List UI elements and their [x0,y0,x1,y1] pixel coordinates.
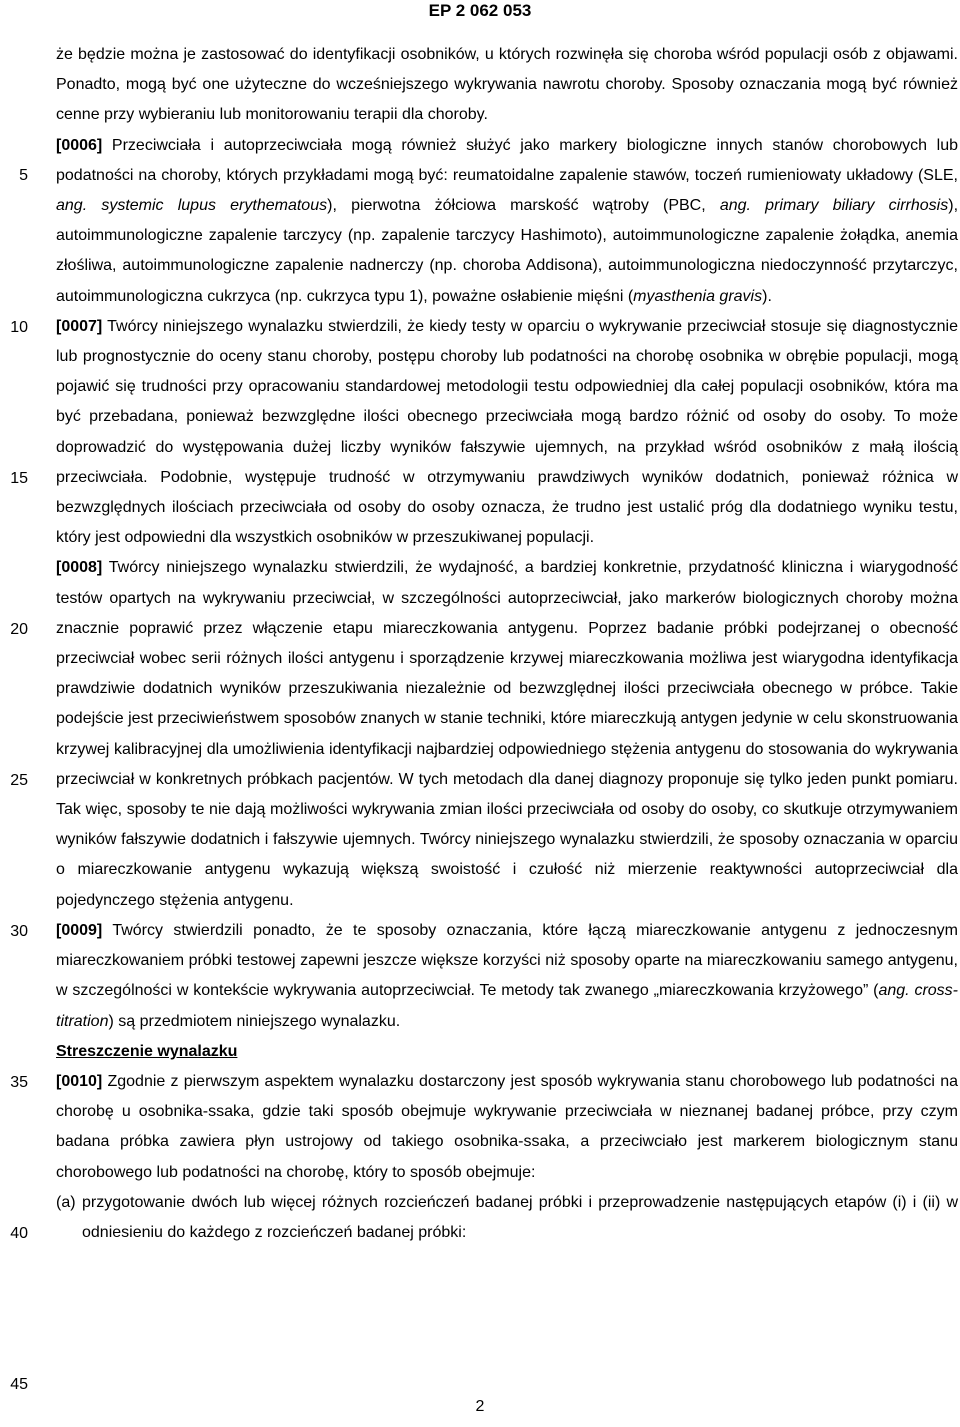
line-number: 5 [19,167,28,184]
list-item-a [56,1188,958,1248]
document-body [56,40,958,1248]
paragraph-text: Zgodnie z pierwszym aspektem wynalazku dostarczony jest sposób wykrywania stanu chorobowego lub podatności na chorobę u osobnika-ssaka, gdzie taki sposób obejmuje wykrywanie przeciwciała w nieznanej badanej próbce, przy czym badana próbka zawiera płyn ustrojowy od takiego osobnika-ssaka, a przeciwciało jest markerem biologicznym stanu chorobowego lub podatności na chorobę, który to sposób obejmuje: [56,1072,958,1181]
page-number: 2 [475,1398,485,1415]
paragraph-number: [0006] [56,136,103,154]
paragraph-0010 [56,1067,958,1188]
line-number: 45 [10,1376,28,1393]
paragraph-text: Przeciwciała i autoprzeciwciała mogą również służyć jako markery biologiczne innych stanów chorobowych lub podatności na choroby, których przykładami mogą być: reumatoidalne zapalenie stawów, toczeń rumieniowaty układowy (SLE, [56,136,958,184]
line-number: 35 [10,1074,28,1091]
section-heading: Streszczenie wynalazku [56,1042,238,1060]
paragraph-0006 [56,131,958,312]
line-number: 30 [10,923,28,940]
paragraph-number: [0010] [56,1072,103,1090]
line-number: 40 [10,1225,28,1242]
paragraph-number: [0009] [56,921,103,939]
paragraph-continued [56,40,958,131]
paragraph-number: [0007] [56,317,103,335]
paragraph-text: ) są przedmiotem niniejszego wynalazku. [108,1012,401,1030]
italic-term: ang. cross-titration [56,982,958,1030]
paragraph-0008 [56,553,958,915]
line-number: 15 [10,470,28,487]
paragraph-text: ). [762,287,772,305]
line-number: 20 [10,621,28,638]
italic-term: ang. systemic lupus erythematous [56,197,328,215]
paragraph-number: [0008] [56,559,103,577]
paragraph-text: Twórcy stwierdzili ponadto, że te sposoby oznaczania, które łączą miareczkowanie antygenu z jednoczesnym miareczkowaniem próbki testowej zapewni jeszcze większe korzyści niż sposoby oparte na miareczkowaniu samego antygenu, w szczególności w kontekście wykrywania autoprzeciwciał. Te metody tak zwanego „miareczkowania krzyżowego” ( [56,921,958,1000]
line-number: 25 [10,772,28,789]
list-marker: (a) [56,1193,76,1211]
italic-term: myasthenia gravis [633,287,763,305]
paragraph-text: Twórcy niniejszego wynalazku stwierdzili, że wydajność, a bardziej konkretnie, przydatność kliniczna i wiarygodność testów opartych na wykrywaniu przeciwciał, w szczególności autoprzeciwciał, jako markerów biologicznych choroby można znacznie poprawić przez włączenie etapu miareczkowania antygenu. Poprzez badanie próbki podejrzanej o obecność przeciwciał wobec serii różnych ilości antygenu i sporządzenie krzywej miareczkowania możliwa jest wiarygodna identyfikacja prawdziwie dodatnich wyników przeszukiwania niezależnie od bezwzględnej ilości przeciwciała obecnego w próbce. Takie podejście jest przeciwieństwem sposobów znanych w stanie techniki, które miareczkują antygen jedynie w celu skonstruowania krzywej kalibracyjnej dla umożliwienia identyfikacji najbardziej odpowiedniego stężenia antygenu do stosowania do wykrywania przeciwciał w konkretnych próbkach pacjentów. W tych metodach dla danej diagnozy proponuje się tylko jeden punkt pomiaru. Tak więc, sposoby te nie dają możliwości wykrywania zmian ilości przeciwciała od osoby do osoby, co skutkuje otrzymywaniem wyników fałszywie dodatnich i fałszywie ujemnych. Twórcy niniejszego wynalazku stwierdzili, że sposoby oznaczania w oparciu o miareczkowanie antygenu wykazują większą swoistość i czułość niż mierzenie reaktywności autoprzeciwciał dla pojedynczego stężenia antygenu. [56,559,958,909]
paragraph-text: ), autoimmunologiczne zapalenie tarczycy (np. zapalenie tarczycy Hashimoto), autoimmunologiczne zapalenie żołądka, anemia złośliwa, autoimmunologiczne zapalenie nadnerczy (np. choroba Addisona), autoimmunologiczna niedoczynność przytarczyc, autoimmunologiczna cukrzyca (np. cukrzyca typu 1), poważne osłabienie mięśni ( [56,197,959,305]
patent-number: EP 2 062 053 [428,1,532,20]
list-item-text: przygotowanie dwóch lub więcej różnych rozcieńczeń badanej próbki i przeprowadzenie następujących etapów (i) i (ii) w odniesieniu do każdego z rozcieńczeń badanej próbki: [82,1193,958,1241]
line-number-margin [0,0,40,1427]
paragraph-text: Twórcy niniejszego wynalazku stwierdzili, że kiedy testy w oparciu o wykrywanie przeciwciał stosuje się diagnostycznie lub prognostycznie do oceny stanu choroby, postępu choroby lub podatności na chorobę osobnika w obrębie populacji, mogą pojawić się trudności przy opracowaniu standardowej metodologii testu odpowiedniej dla całej populacji osobników, która ma być przebadana, ponieważ bezwzględne ilości obecnego przeciwciała mogą bardzo różnić od osoby do osoby. To może doprowadzić do występowania dużej liczby wyników fałszywie ujemnych, na przykład wśród osobników z małą ilością przeciwciała. Podobnie, występuje trudność w otrzymywaniu prawdziwych wyników dodatnich, ponieważ różnica w bezwzględnych ilościach przeciwciała od osoby do osoby oznacza, że trudno jest ustalić próg dla dodatniego wyniku testu, który jest odpowiedni dla wszystkich osobników w przeszukiwanej populacji. [56,317,958,547]
paragraph-0007 [56,312,958,554]
line-number: 10 [10,319,28,336]
paragraph-text: ), pierwotna żółciowa marskość wątroby (PBC, [327,197,720,215]
paragraph-0009 [56,916,958,1037]
document-header [0,0,960,26]
page-footer [0,1398,960,1416]
paragraph-text: że będzie można je zastosować do identyfikacji osobników, u których rozwinęła się choroba wśród populacji osób z objawami. Ponadto, mogą być one użyteczne do wcześniejszego wykrywania nawrotu choroby. Sposoby oznaczania mogą być również cenne przy wybieraniu lub monitorowaniu terapii dla choroby. [56,46,958,124]
italic-term: ang. primary biliary cirrhosis [719,197,949,215]
